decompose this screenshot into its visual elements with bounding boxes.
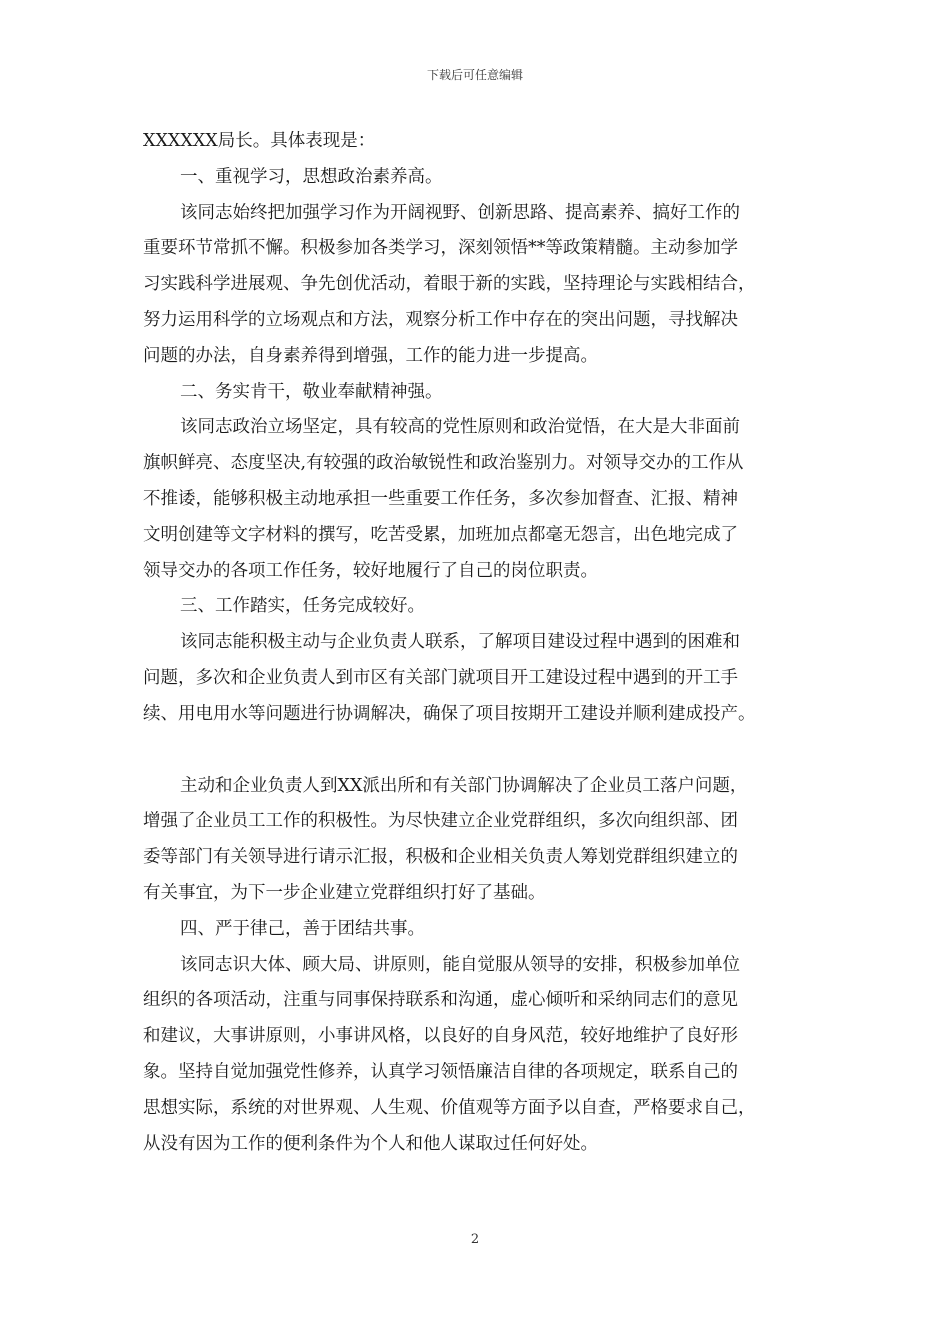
text-line: 旗帜鲜亮、态度坚决,有较强的政治敏锐性和政治鉴别力。对领导交办的工作从: [143, 453, 744, 474]
text-line: 和建议，大事讲原则，小事讲风格，以良好的自身风范，较好地维护了良好形: [143, 1026, 738, 1047]
text-line: 从没有因为工作的便利条件为个人和他人谋取过任何好处。: [143, 1133, 598, 1154]
text-line: 该同志政治立场坚定，具有较高的党性原则和政治觉悟，在大是大非面前: [180, 417, 740, 438]
section-heading: 一、重视学习，思想政治素养高。: [180, 166, 443, 187]
text-line: 该同志始终把加强学习作为开阔视野、创新思路、提高素养、搞好工作的: [180, 202, 740, 223]
section-heading: 二、务实肯干，敬业奉献精神强。: [180, 381, 443, 402]
text-line: 问题，多次和企业负责人到市区有关部门就项目开工建设过程中遇到的开工手: [143, 667, 738, 688]
page-header-note: 下载后可任意编辑: [426, 68, 523, 82]
text-line: 组织的各项活动，注重与同事保持联系和沟通，虚心倾听和采纳同志们的意见: [143, 990, 738, 1011]
text-line: 委等部门有关领导进行请示汇报，积极和企业相关负责人筹划党群组织建立的: [143, 847, 738, 868]
text-line: 重要环节常抓不懈。积极参加各类学习，深刻领悟**等政策精髓。主动参加学: [143, 238, 738, 259]
section-heading: 三、工作踏实，任务完成较好。: [180, 596, 425, 617]
text-line: 续、用电用水等问题进行协调解决，确保了项目按期开工建设并顺利建成投产。: [143, 703, 756, 724]
text-line: 文明创建等文字材料的撰写，吃苦受累，加班加点都毫无怨言，出色地完成了: [143, 524, 738, 545]
section-heading: 四、严于律己，善于团结共事。: [180, 918, 425, 939]
text-line: 主动和企业负责人到XX派出所和有关部门协调解决了企业员工落户问题，: [180, 775, 748, 796]
text-line: XXXXXX局长。具体表现是：: [143, 131, 376, 151]
text-line: 问题的办法，自身素养得到增强，工作的能力进一步提高。: [143, 345, 598, 366]
text-line: 努力运用科学的立场观点和方法，观察分析工作中存在的突出问题，寻找解决: [143, 309, 738, 330]
text-line: 有关事宜，为下一步企业建立党群组织打好了基础。: [143, 882, 546, 903]
text-line: 该同志能积极主动与企业负责人联系，了解项目建设过程中遇到的困难和: [180, 632, 740, 653]
document-body: [143, 124, 823, 1162]
text-line: 象。坚持自觉加强党性修养，认真学习领悟廉洁自律的各项规定，联系自己的: [143, 1061, 738, 1082]
text-line: 该同志识大体、顾大局、讲原则，能自觉服从领导的安排，积极参加单位: [180, 954, 740, 975]
text-line: 增强了企业员工工作的积极性。为尽快建立企业党群组织，多次向组织部、团: [143, 811, 738, 832]
page-number: 2: [470, 1232, 480, 1247]
text-line: 不推诿，能够积极主动地承担一些重要工作任务，多次参加督查、汇报、精神: [143, 488, 738, 509]
text-line: 领导交办的各项工作任务，较好地履行了自己的岗位职责。: [143, 560, 598, 581]
text-line: 习实践科学进展观、争先创优活动，着眼于新的实践，坚持理论与实践相结合，: [143, 274, 756, 295]
text-line: 思想实际，系统的对世界观、人生观、价值观等方面予以自查，严格要求自己，: [143, 1097, 756, 1118]
paragraph-gap: [143, 733, 823, 769]
